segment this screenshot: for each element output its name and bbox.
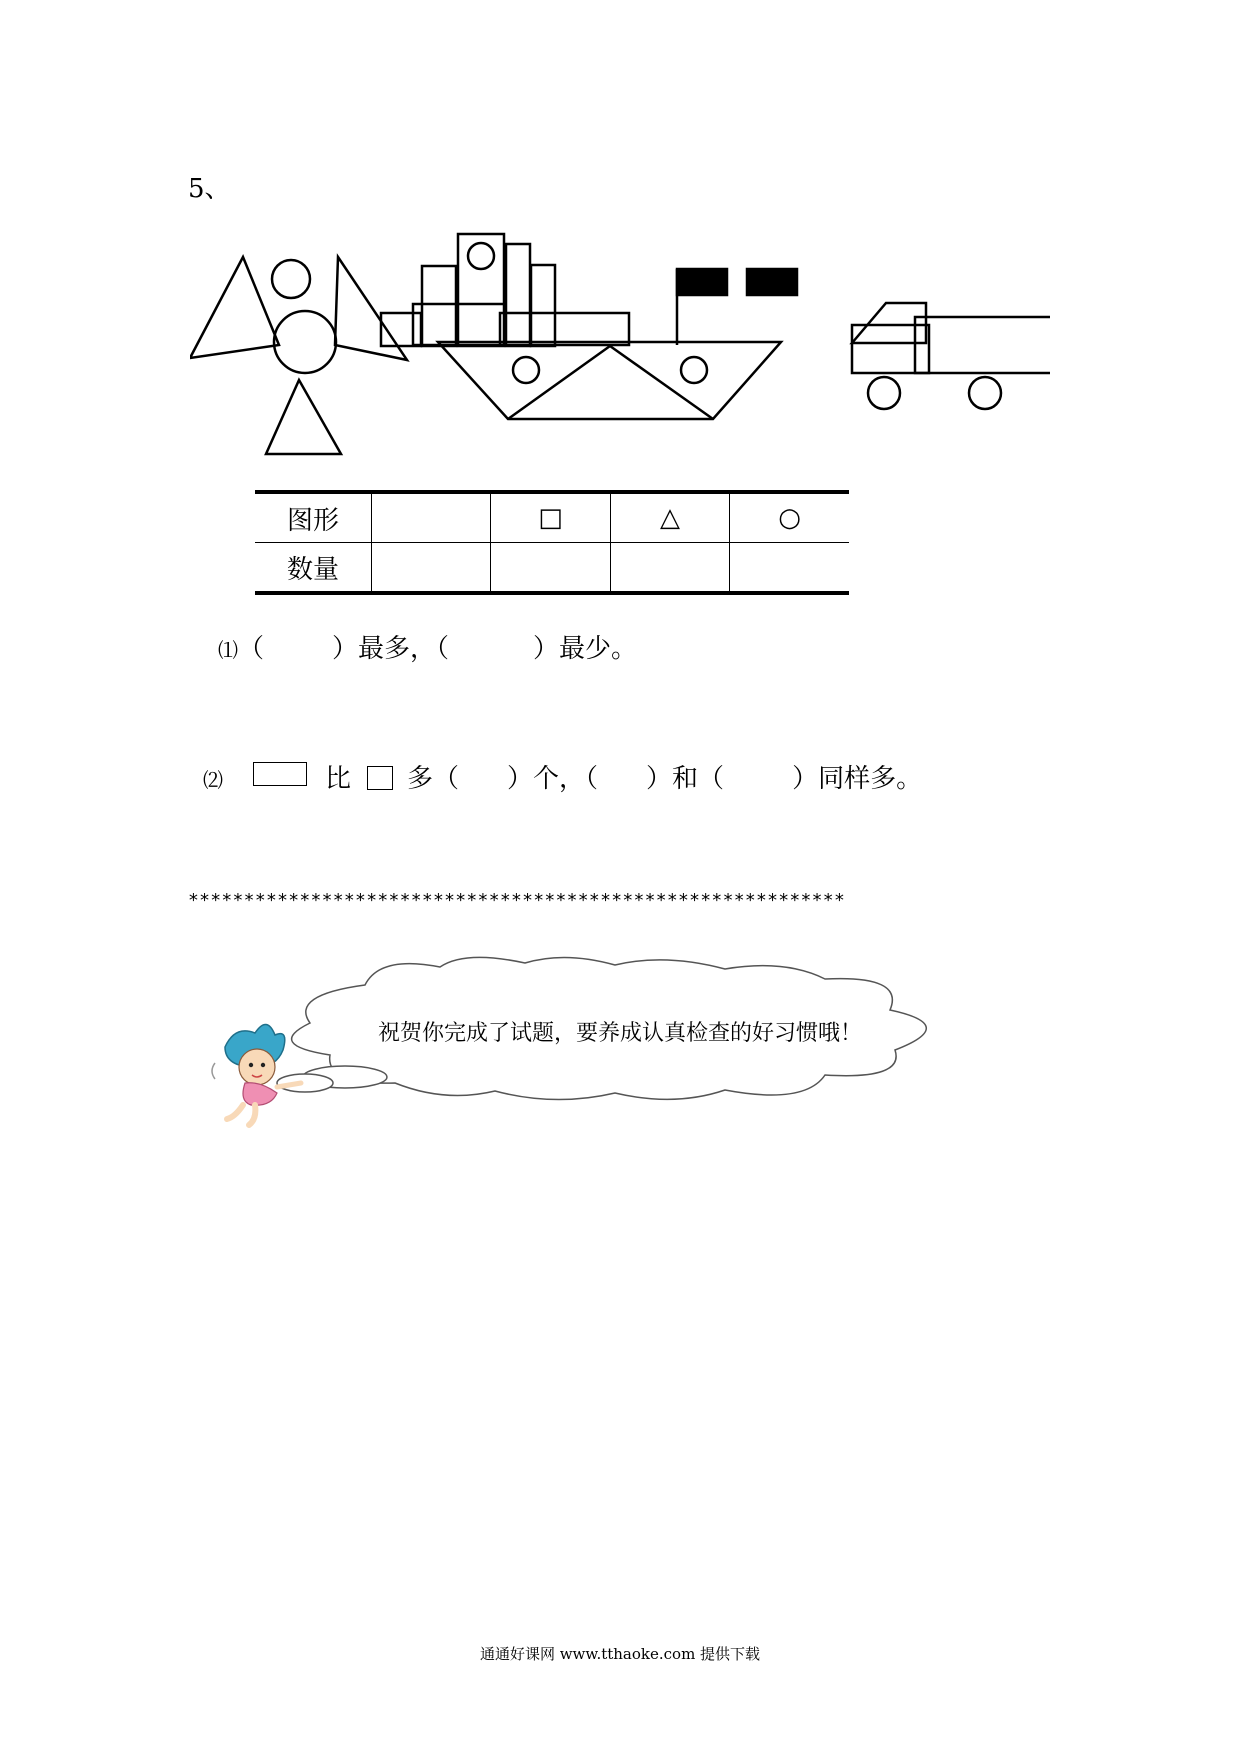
table-cell-label-shape: 图形 [255,492,372,543]
sub-question-1-least: ）最少。 [533,634,638,664]
sub-question-2-he: ）和（ [646,764,725,794]
sub-question-2-bi: 比 [325,764,352,794]
sub-question-2 [203,758,922,795]
cloud-bubble-illustration [205,955,985,1145]
question-number: 5、 [188,174,231,204]
table-row-shapes [255,492,849,543]
sub-question-2-duo: 多（ [407,764,460,794]
table-cell-circle-symbol: ○ [730,492,849,543]
asterisk-divider: *********************************************************** [188,890,846,911]
table-cell-triangle-symbol: △ [610,492,729,543]
table-cell-count-1 [372,543,491,594]
congratulations-message: 祝贺你完成了试题，要养成认真检查的好习惯哦！ [378,1021,863,1046]
table-cell-shape-blank [372,492,491,543]
shape-count-table [255,490,849,595]
square-icon [367,766,393,790]
thought-bubble-small-icon [277,1074,333,1092]
table-cell-count-4 [730,543,849,594]
truck-figure [852,303,1050,409]
table-cell-count-3 [610,543,729,594]
sub-question-2-end: ）同样多。 [792,764,923,794]
person-figure [190,257,407,454]
table-row-counts [255,543,849,594]
boat-figure [381,234,797,419]
sub-question-1-number: ⑴ [218,638,238,662]
rectangle-icon [253,762,307,786]
sub-question-1 [218,628,637,665]
sub-question-1-open: （ [238,634,265,664]
table-cell-square-symbol: □ [491,492,610,543]
sub-question-2-ge: ）个，（ [507,764,599,794]
table-cell-label-count: 数量 [286,554,339,585]
table-cell-count-2 [491,543,610,594]
sub-question-2-number: ⑵ [203,768,223,792]
shape-figures [190,225,1050,465]
page-footer: 通通好课网 www.tthaoke.com 提供下载 [479,1645,761,1663]
sub-question-1-most: ）最多，（ [332,634,450,664]
cartoon-girl-icon [212,1024,301,1125]
